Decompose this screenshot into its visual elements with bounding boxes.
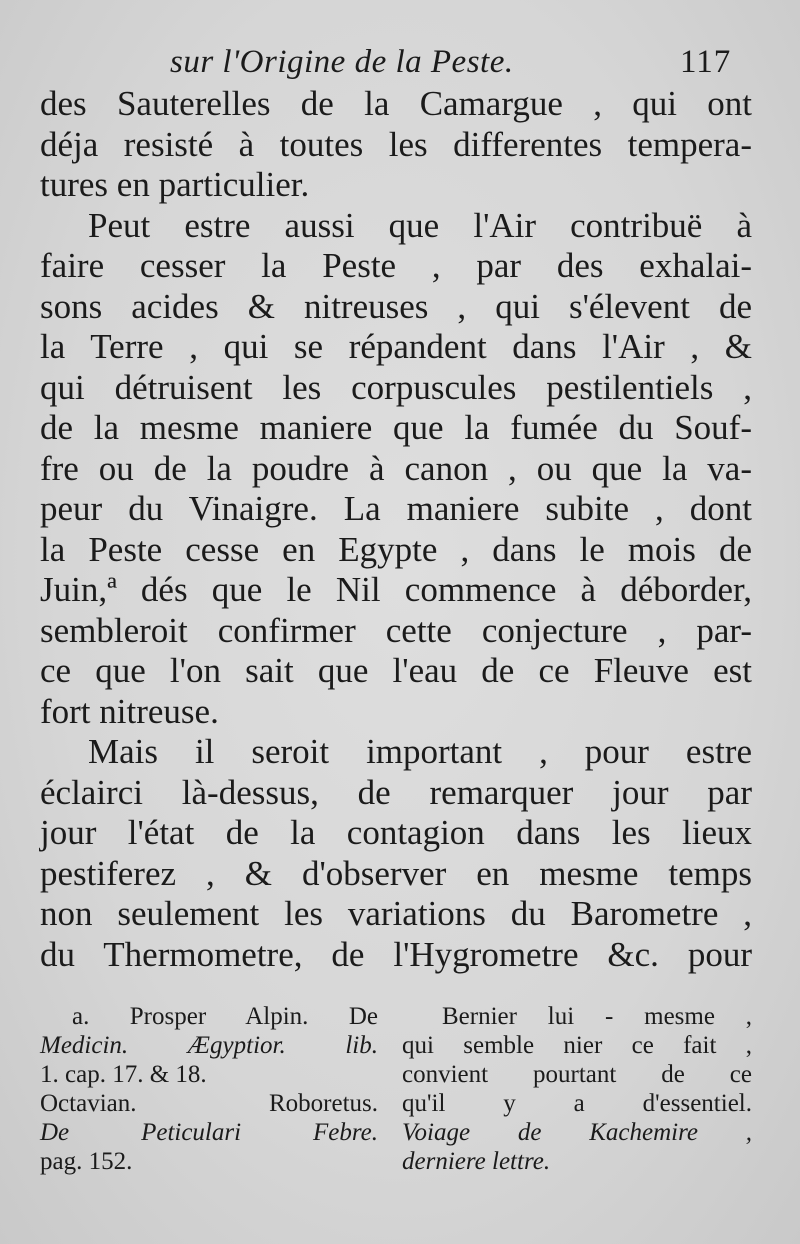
text-line: tures en particulier. <box>40 165 310 204</box>
text-line: la Terre , qui se répandent dans l'Air , & <box>40 327 752 366</box>
text-line: jour l'état de la contagion dans les lieux <box>40 813 752 852</box>
text-line: de la mesme maniere que la fumée du Souf- <box>40 408 752 447</box>
footnote-line: pag. 152. <box>40 1148 133 1175</box>
footnote-line: De Peticulari Febre. <box>40 1119 378 1146</box>
footnote-line: derniere lettre. <box>402 1148 551 1175</box>
text-line: Juin,ª dés que le Nil commence à déborder, <box>40 570 752 609</box>
footnote-line: Voiage de Kachemire , <box>402 1119 752 1146</box>
text-line: sembleroit confirmer cette conjecture , par- <box>40 610 752 650</box>
page-header <box>0 38 800 88</box>
text-line: qui détruisent les corpuscules pestilentiels , <box>40 367 752 407</box>
footnote-line: Octavian. Roboretus. <box>40 1090 378 1117</box>
text-line: déja resisté à toutes les differentes tempera- <box>40 124 752 164</box>
text-line: la Peste cesse en Egypte , dans le mois de <box>40 529 752 569</box>
text-line: des Sauterelles de la Camargue , qui ont <box>40 84 752 123</box>
text-line: fort nitreuse. <box>40 691 219 731</box>
footnote-line: Medicin. Ægyptior. lib. <box>40 1032 378 1059</box>
text-line: non seulement les variations du Barometre , <box>40 894 752 933</box>
page-number: 117 <box>680 44 732 80</box>
text-line: Peut estre aussi que l'Air contribuë à <box>88 205 752 245</box>
footnote-column-left <box>40 1002 378 1176</box>
footnote-line: 1. cap. 17. & 18. <box>40 1061 207 1088</box>
running-title: sur l'Origine de la Peste. <box>170 44 514 80</box>
footnote-line: qui semble nier ce fait , <box>402 1032 752 1059</box>
text-line: sons acides & nitreuses , qui s'élevent de <box>40 286 752 326</box>
text-line: pestiferez , & d'observer en mesme temps <box>40 853 752 893</box>
text-line: du Thermometre, de l'Hygrometre &c. pour <box>40 934 752 974</box>
text-line: ce que l'on sait que l'eau de ce Fleuve est <box>40 651 752 690</box>
text-line: faire cesser la Peste , par des exhalai- <box>40 246 752 285</box>
footnote-line: convient pourtant de ce <box>402 1061 752 1088</box>
footnote-line: qu'il y a d'essentiel. <box>402 1090 752 1117</box>
footnote-line: a. Prosper Alpin. De <box>72 1003 378 1030</box>
body-text <box>40 84 752 975</box>
footnote-column-right <box>402 1002 752 1176</box>
text-line: Mais il seroit important , pour estre <box>88 732 752 771</box>
footnote-line: Bernier lui - mesme , <box>442 1003 752 1030</box>
text-line: fre ou de la poudre à canon , ou que la va- <box>40 448 752 488</box>
text-line: éclairci là-dessus, de remarquer jour par <box>40 772 752 812</box>
text-line: peur du Vinaigre. La maniere subite , dont <box>40 489 752 528</box>
